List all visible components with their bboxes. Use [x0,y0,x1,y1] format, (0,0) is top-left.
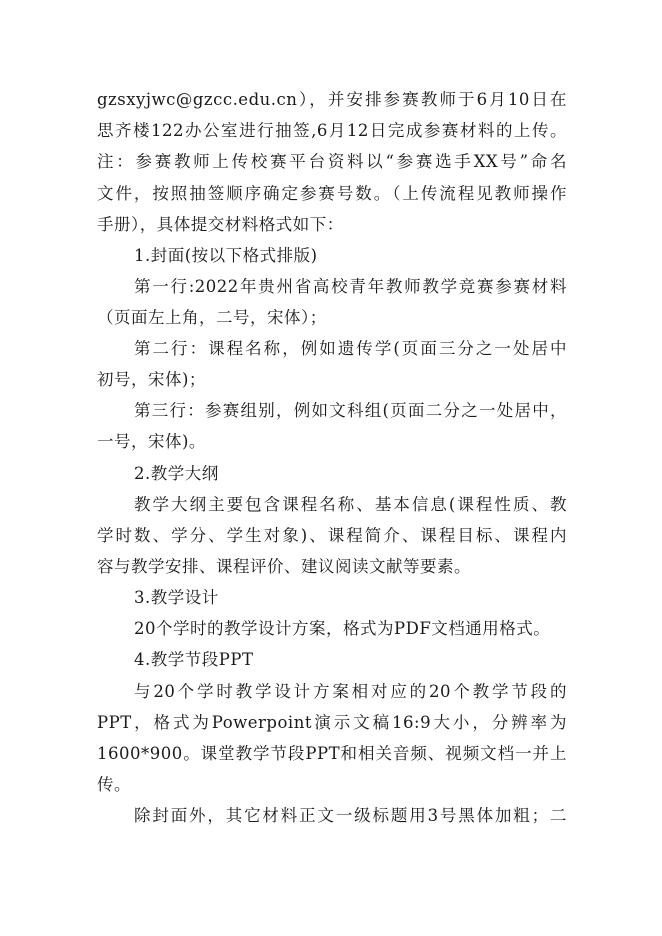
text-line-20: 与20个学时教学设计方案相对应的20个教学节段的 [134,682,567,701]
section-heading-cover: 1.封面(按以下格式排版) [134,246,318,265]
text-line-9: 第二行：课程名称，例如遗传学(页面三分之一处居中 [134,339,567,358]
text-line-8: （页面左上角，二号，宋体）； [97,308,327,327]
text-line-22: 1600*900。课堂教学节段PPT和相关音频、视频文档一并上 [97,744,567,763]
text-line-23: 传。 [97,775,131,794]
text-line-7: 第一行:2022年贵州省高校青年教师教学竞赛参赛材料 [134,277,567,296]
text-line-1: gzsxyjwc@gzcc.edu.cn），并安排参赛教师于6月10日在 [97,90,567,109]
text-line-16: 容与教学安排、课程评价、建议阅读文献等要素。 [97,557,471,576]
text-line-10: 初号，宋体)； [97,370,206,389]
text-line-12: 一号，宋体)。 [97,432,206,451]
text-line-21: PPT，格式为Powerpoint演示文稿16:9大小，分辨率为 [97,713,567,732]
text-line-18: 20个学时的教学设计方案，格式为PDF文档通用格式。 [134,619,551,638]
text-line-3: 注：参赛教师上传校赛平台资料以“参赛选手XX号”命名 [97,152,567,171]
text-line-11: 第三行：参赛组别，例如文科组(页面二分之一处居中， [134,401,567,420]
text-line-5: 手册），具体提交材料格式如下： [97,215,344,234]
section-heading-design: 3.教学设计 [134,588,219,607]
text-line-2: 思齐楼122办公室进行抽签,6月12日完成参赛材料的上传。 [97,121,567,140]
text-line-24: 除封面外，其它材料正文一级标题用3号黑体加粗；二 [134,806,567,825]
section-heading-ppt: 4.教学节段PPT [134,650,254,669]
text-line-15: 学时数、学分、学生对象)、课程简介、课程目标、课程内 [97,526,567,545]
section-heading-syllabus: 2.教学大纲 [134,464,219,483]
text-line-4: 文件，按照抽签顺序确定参赛号数。（上传流程见教师操作 [97,184,567,203]
text-line-14: 教学大纲主要包含课程名称、基本信息(课程性质、教 [134,495,567,514]
